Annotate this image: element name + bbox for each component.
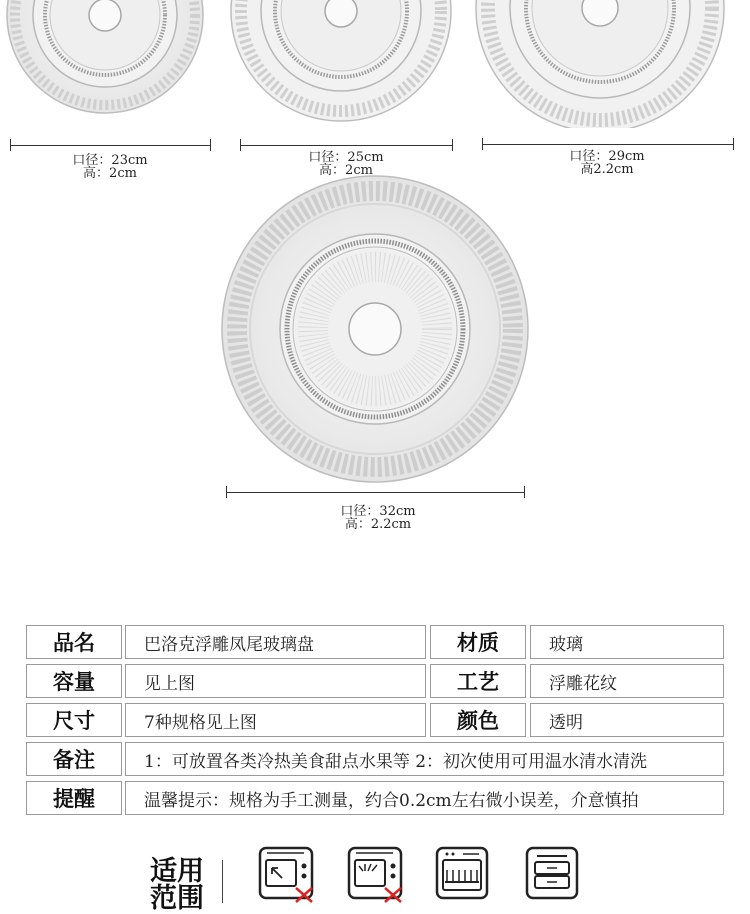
plate-25-label [286, 151, 406, 177]
dimension-tick [733, 138, 734, 150]
spec-key-tip: 提醒 [26, 781, 122, 815]
plate-29-diameter: 口径：29cm [569, 149, 645, 164]
dimension-tick [10, 139, 11, 151]
spec-key-capacity: 容量 [26, 664, 122, 698]
plate-25-height: 高：2cm [319, 163, 373, 178]
spec-val-capacity: 见上图 [125, 664, 426, 698]
dimension-line-29 [482, 144, 734, 145]
plate-32-label [318, 505, 438, 531]
plate-32-diameter: 口径：32cm [340, 504, 416, 519]
microwave-icon [258, 846, 318, 903]
dimension-tick [226, 486, 227, 498]
spec-val-note: 1：可放置各类冷热美食甜点水果等 2：初次使用可用温水清水清洗 [125, 742, 724, 776]
spec-val-tip: 温馨提示：规格为手工测量，约合0.2cm左右微小误差，介意慎拍 [125, 781, 724, 815]
spec-key-note: 备注 [26, 742, 122, 776]
dishwasher-icon [435, 846, 491, 903]
spec-key-material: 材质 [430, 625, 526, 659]
dimension-tick [240, 139, 241, 151]
plate-23-height: 高：2cm [83, 166, 137, 181]
oven-icon [347, 846, 407, 903]
dimension-line-25 [240, 145, 453, 146]
dimension-tick [452, 139, 453, 151]
plate-29-label [547, 150, 667, 176]
spec-key-craft: 工艺 [430, 664, 526, 698]
spec-key-color: 颜色 [430, 703, 526, 737]
plate-29-height: 高2.2cm [580, 162, 634, 177]
plate-32-height: 高：2.2cm [344, 517, 412, 532]
plate-23-diameter: 口径：23cm [72, 153, 148, 168]
spec-val-color: 透明 [530, 703, 724, 737]
spec-key-name: 品名 [26, 625, 122, 659]
dimension-tick [524, 486, 525, 498]
plate-image-23 [5, 0, 205, 125]
plate-image-32 [219, 173, 531, 485]
usage-title: 适用范围 [150, 856, 204, 914]
dimension-tick [210, 139, 211, 151]
plate-25-diameter: 口径：25cm [308, 150, 384, 165]
plate-image-29 [472, 0, 728, 128]
spec-val-craft: 浮雕花纹 [530, 664, 724, 698]
spec-val-name: 巴洛克浮雕凤尾玻璃盘 [125, 625, 426, 659]
sterilizer-icon [525, 846, 581, 903]
plate-image-25 [228, 0, 454, 122]
spec-val-material: 玻璃 [530, 625, 724, 659]
dimension-line-23 [10, 145, 211, 146]
dimension-line-32 [226, 492, 525, 493]
usage-divider [222, 860, 223, 903]
dimension-tick [482, 138, 483, 150]
spec-key-size: 尺寸 [26, 703, 122, 737]
spec-val-size: 7种规格见上图 [125, 703, 426, 737]
plate-23-label [50, 154, 170, 180]
